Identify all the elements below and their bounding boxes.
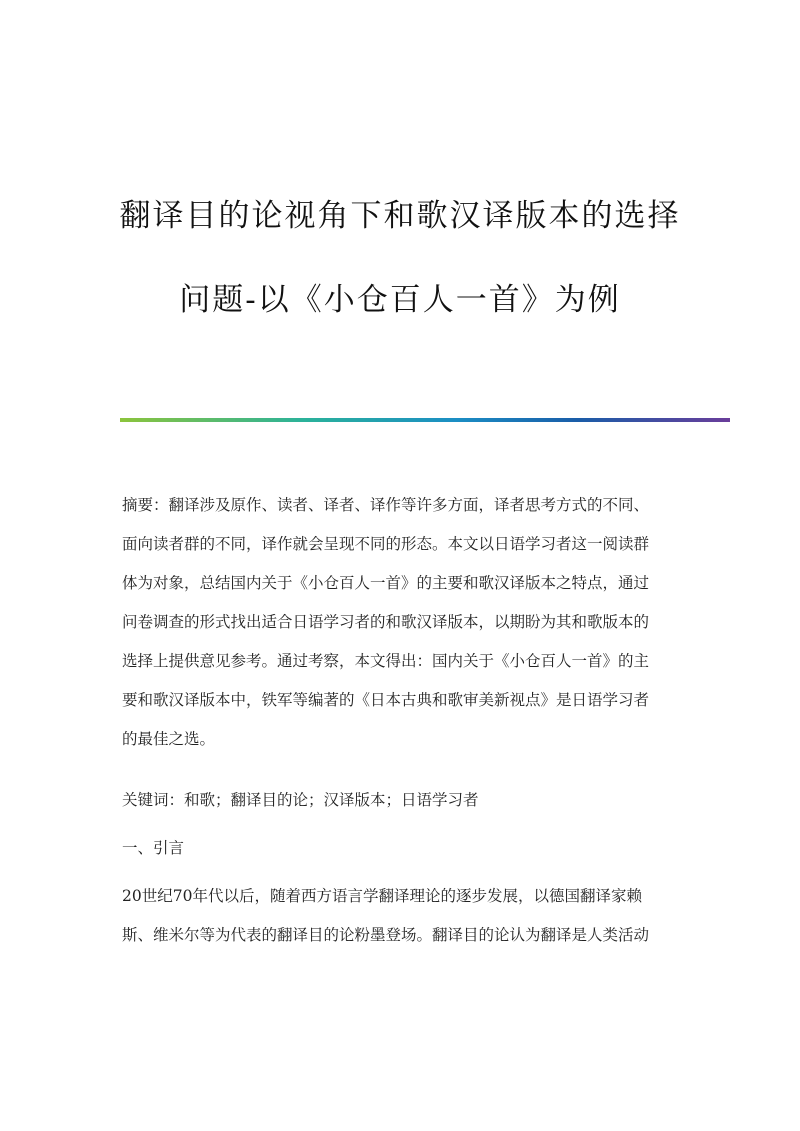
abstract-line: 的最佳之选。 xyxy=(122,730,216,748)
abstract-line: 摘要：翻译涉及原作、读者、译者、译作等许多方面，译者思考方式的不同、 xyxy=(122,496,650,514)
abstract-line: 面向读者群的不同，译作就会呈现不同的形态。本文以日语学习者这一阅读群 xyxy=(122,535,650,553)
abstract-paragraph xyxy=(122,486,682,759)
decorative-gradient-rule xyxy=(120,418,730,422)
abstract-line: 选择上提供意见参考。通过考察，本文得出：国内关于《小仓百人一首》的主 xyxy=(122,652,650,670)
section-heading-text: 一、引言 xyxy=(122,839,185,857)
keywords-paragraph xyxy=(122,781,682,820)
abstract-line: 体为对象，总结国内关于《小仓百人一首》的主要和歌汉译版本之特点，通过 xyxy=(122,574,650,592)
intro-line: 20世纪70年代以后，随着西方语言学翻译理论的逐步发展，以德国翻译家赖 xyxy=(122,887,642,905)
keywords-line: 关键词：和歌；翻译目的论；汉译版本；日语学习者 xyxy=(122,791,479,809)
title-line-2: 问题-以《小仓百人一首》为例 xyxy=(179,282,621,318)
title-line-1: 翻译目的论视角下和歌汉译版本的选择 xyxy=(119,198,681,234)
abstract-line: 要和歌汉译版本中，铁军等编著的《日本古典和歌审美新视点》是日语学习者 xyxy=(122,691,650,709)
introduction-paragraph xyxy=(122,877,682,955)
section-heading-introduction xyxy=(122,829,682,868)
abstract-line: 问卷调查的形式找出适合日语学习者的和歌汉译版本，以期盼为其和歌版本的 xyxy=(122,613,650,631)
intro-line: 斯、维米尔等为代表的翻译目的论粉墨登场。翻译目的论认为翻译是人类活动 xyxy=(122,926,650,944)
